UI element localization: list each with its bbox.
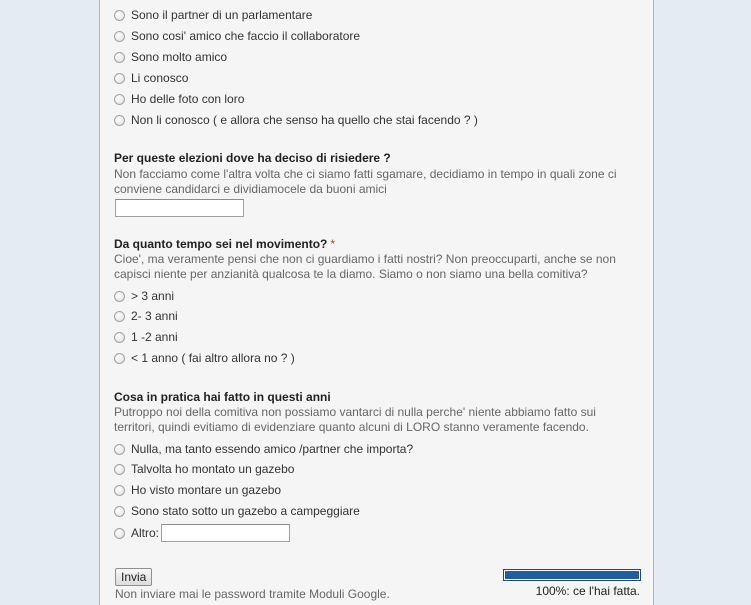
- question-title-pratica: Cosa in pratica hai fatto in questi anni: [114, 390, 331, 404]
- radio-option-li-conosco[interactable]: [114, 68, 188, 88]
- radio-option-label: Talvolta ho montato un gazebo: [131, 462, 295, 476]
- radio-option-label: Non li conosco ( e allora che senso ha quello che stai facendo ? ): [131, 113, 478, 127]
- password-warning: Non inviare mai le password tramite Moduli Google.: [115, 587, 390, 601]
- form-panel: [99, 0, 654, 605]
- radio-button[interactable]: [114, 10, 125, 21]
- radio-option-label: 1 -2 anni: [131, 330, 178, 344]
- radio-option-label: Ho delle foto con loro: [131, 92, 245, 106]
- radio-option-montato-gazebo[interactable]: [114, 459, 294, 479]
- progress-bar: [503, 569, 641, 581]
- radio-option-label: Li conosco: [131, 71, 189, 85]
- text-input-elezioni[interactable]: [115, 199, 244, 217]
- radio-option-label: Sono molto amico: [131, 50, 228, 64]
- radio-button[interactable]: [114, 485, 125, 496]
- radio-option-label: 2- 3 anni: [131, 309, 178, 323]
- progress-bar-fill: [505, 571, 639, 579]
- question-title-elezioni: Per queste elezioni dove ha deciso di risiedere ?: [114, 151, 391, 165]
- radio-button[interactable]: [114, 73, 125, 84]
- radio-option-foto[interactable]: [114, 89, 244, 109]
- radio-option-visto-gazebo[interactable]: [114, 480, 281, 500]
- radio-button[interactable]: [114, 31, 125, 42]
- submit-button[interactable]: Invia: [115, 568, 152, 586]
- radio-button[interactable]: [114, 52, 125, 63]
- radio-option-collaboratore[interactable]: [114, 26, 360, 46]
- radio-option-1-2-anni[interactable]: [114, 327, 178, 347]
- radio-option-label: Nulla, ma tanto essendo amico /partner che importa?: [131, 442, 414, 456]
- question-help-elezioni: Non facciamo come l'altra volta che ci siamo fatti sgamare, decidiamo in tempo in quali zone ci conviene candidarci e dividiamocele da buoni amici: [114, 167, 617, 196]
- altro-text-input[interactable]: [161, 524, 290, 542]
- required-asterisk: *: [330, 237, 336, 251]
- radio-option-altro[interactable]: [114, 523, 159, 543]
- radio-button[interactable]: [114, 311, 125, 322]
- radio-button[interactable]: [114, 94, 125, 105]
- question-help-tempo: Cioe', ma veramente pensi che non ci guardiamo i fatti nostri? Non preoccuparti, anche se non capisci niente per anzianità qualcosa te la diamo. Siamo o non siamo una bella comitiva?: [114, 252, 616, 281]
- radio-option-label: Sono il partner di un parlamentare: [131, 8, 313, 22]
- radio-button[interactable]: [114, 528, 125, 539]
- radio-option-piu-3-anni[interactable]: [114, 286, 174, 306]
- radio-button[interactable]: [114, 353, 125, 364]
- radio-option-partner-parlamentare[interactable]: [114, 5, 312, 25]
- question-help-pratica: Putroppo noi della comitiva non possiamo vantarci di nulla perche' niente abbiamo fatto sui territori, quindi evitiamo di evidenziare quanto alcuni di LORO stanno veramente facendo.: [114, 405, 596, 434]
- radio-option-meno-1-anno[interactable]: [114, 348, 295, 368]
- radio-option-label: Sono stato sotto un gazebo a campeggiare: [131, 504, 360, 518]
- radio-option-molto-amico[interactable]: [114, 47, 227, 67]
- radio-option-nulla[interactable]: [114, 439, 413, 459]
- radio-option-campeggiare[interactable]: [114, 501, 360, 521]
- radio-option-label: Ho visto montare un gazebo: [131, 483, 282, 497]
- radio-option-label: Sono cosi' amico che faccio il collaboratore: [131, 29, 361, 43]
- radio-button[interactable]: [114, 332, 125, 343]
- question-title-text: Da quanto tempo sei nel movimento?: [114, 237, 328, 251]
- radio-button[interactable]: [114, 444, 125, 455]
- radio-option-label: > 3 anni: [131, 289, 175, 303]
- radio-button[interactable]: [114, 464, 125, 475]
- radio-button[interactable]: [114, 115, 125, 126]
- radio-option-label: < 1 anno ( fai altro allora no ? ): [131, 351, 295, 365]
- question-title-tempo: [114, 237, 335, 251]
- radio-option-non-li-conosco[interactable]: [114, 110, 478, 130]
- radio-option-altro-label: Altro:: [131, 526, 160, 540]
- radio-option-2-3-anni[interactable]: [114, 306, 178, 326]
- radio-button[interactable]: [114, 291, 125, 302]
- progress-text: 100%: ce l'hai fatta.: [535, 584, 640, 598]
- radio-button[interactable]: [114, 506, 125, 517]
